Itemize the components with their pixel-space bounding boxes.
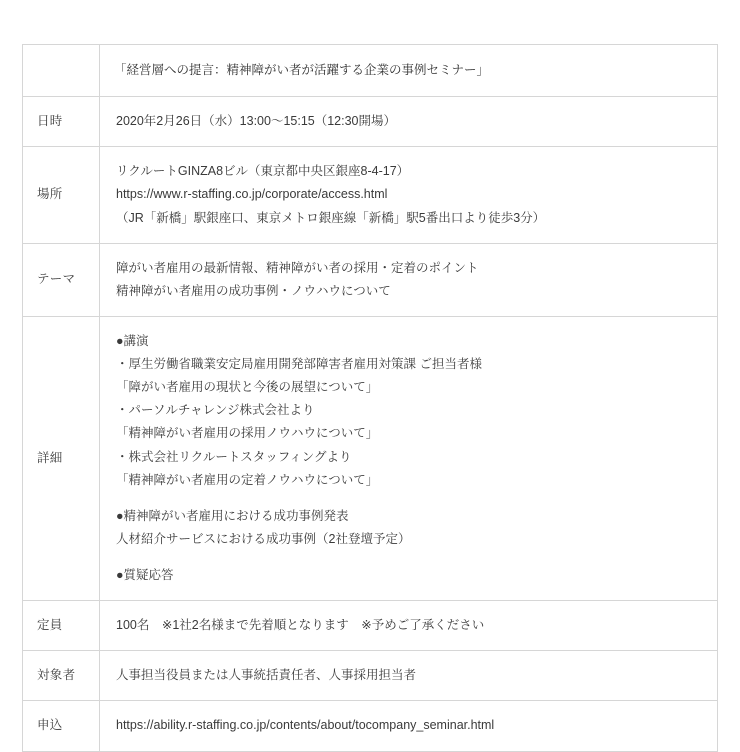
text-line: （JR「新橋」駅銀座口、東京メトロ銀座線「新橋」駅5番出口より徒歩3分） [116, 210, 546, 225]
text-line: ・厚生労働省職業安定局雇用開発部障害者雇用対策課 ご担当者様 [116, 357, 482, 371]
table-row [23, 97, 718, 147]
table-row [23, 701, 718, 751]
spacer-line [116, 551, 703, 564]
target-lines [116, 664, 703, 687]
text-line: 2020年2月26日（水）13:00〜15:15（12:30開場） [116, 114, 397, 129]
capacity-lines [116, 614, 703, 637]
text-line: 人事担当役員または人事統括責任者、人事採用担当者 [116, 668, 417, 683]
text-line: 人材紹介サービスにおける成功事例（2社登壇予定） [116, 531, 411, 546]
text-line: 100名 ※1社2名様まで先着順となります ※予めご了承ください [116, 618, 485, 633]
text-line: 障がい者雇用の最新情報、精神障がい者の採用・定着のポイント [116, 260, 479, 275]
row-value-target [100, 651, 718, 701]
apply-lines [116, 714, 703, 737]
row-label-theme: テーマ [23, 243, 100, 316]
text-line: 「障がい者雇用の現状と今後の展望について」 [116, 380, 379, 395]
table-row-title [23, 45, 718, 97]
row-label-target: 対象者 [23, 651, 100, 701]
access-url[interactable]: https://www.r-staffing.co.jp/corporate/access.html [116, 187, 388, 202]
row-label-datetime: 日時 [23, 97, 100, 147]
place-lines [116, 160, 703, 229]
table-row [23, 651, 718, 701]
row-label-capacity: 定員 [23, 601, 100, 651]
spacer-line [116, 492, 703, 505]
text-line: ●質疑応答 [116, 568, 174, 582]
text-line: 「精神障がい者雇用の採用ノウハウについて」 [116, 426, 379, 441]
seminar-details-table [22, 44, 718, 752]
text-line: 精神障がい者雇用の成功事例・ノウハウについて [116, 283, 391, 298]
table-row [23, 316, 718, 600]
text-line: ・株式会社リクルートスタッフィングより [116, 449, 352, 464]
detail-lines [116, 330, 703, 587]
theme-lines [116, 257, 703, 303]
table-row [23, 601, 718, 651]
text-line: リクルートGINZA8ビル（東京都中央区銀座8-4-17） [116, 164, 410, 179]
row-value-datetime [100, 97, 718, 147]
table-row [23, 243, 718, 316]
row-label-apply: 申込 [23, 701, 100, 751]
row-label-detail: 詳細 [23, 316, 100, 600]
row-value-detail [100, 316, 718, 600]
text-line: ・パーソルチャレンジ株式会社より [116, 403, 315, 418]
text-line: ●精神障がい者雇用における成功事例発表 [116, 508, 349, 523]
row-value-place [100, 147, 718, 243]
table-row [23, 147, 718, 243]
row-value-apply [100, 701, 718, 751]
row-value-capacity [100, 601, 718, 651]
row-value-theme [100, 243, 718, 316]
table-body [23, 45, 718, 752]
text-line: 「精神障がい者雇用の定着ノウハウについて」 [116, 472, 379, 487]
datetime-lines [116, 110, 703, 133]
seminar-title: 「経営層への提言：精神障がい者が活躍する企業の事例セミナー」 [100, 45, 718, 97]
title-row-empty-cell [23, 45, 100, 97]
application-url[interactable]: https://ability.r-staffing.co.jp/contents/about/tocompany_seminar.html [116, 718, 495, 733]
text-line: ●講演 [116, 333, 149, 348]
row-label-place: 場所 [23, 147, 100, 243]
